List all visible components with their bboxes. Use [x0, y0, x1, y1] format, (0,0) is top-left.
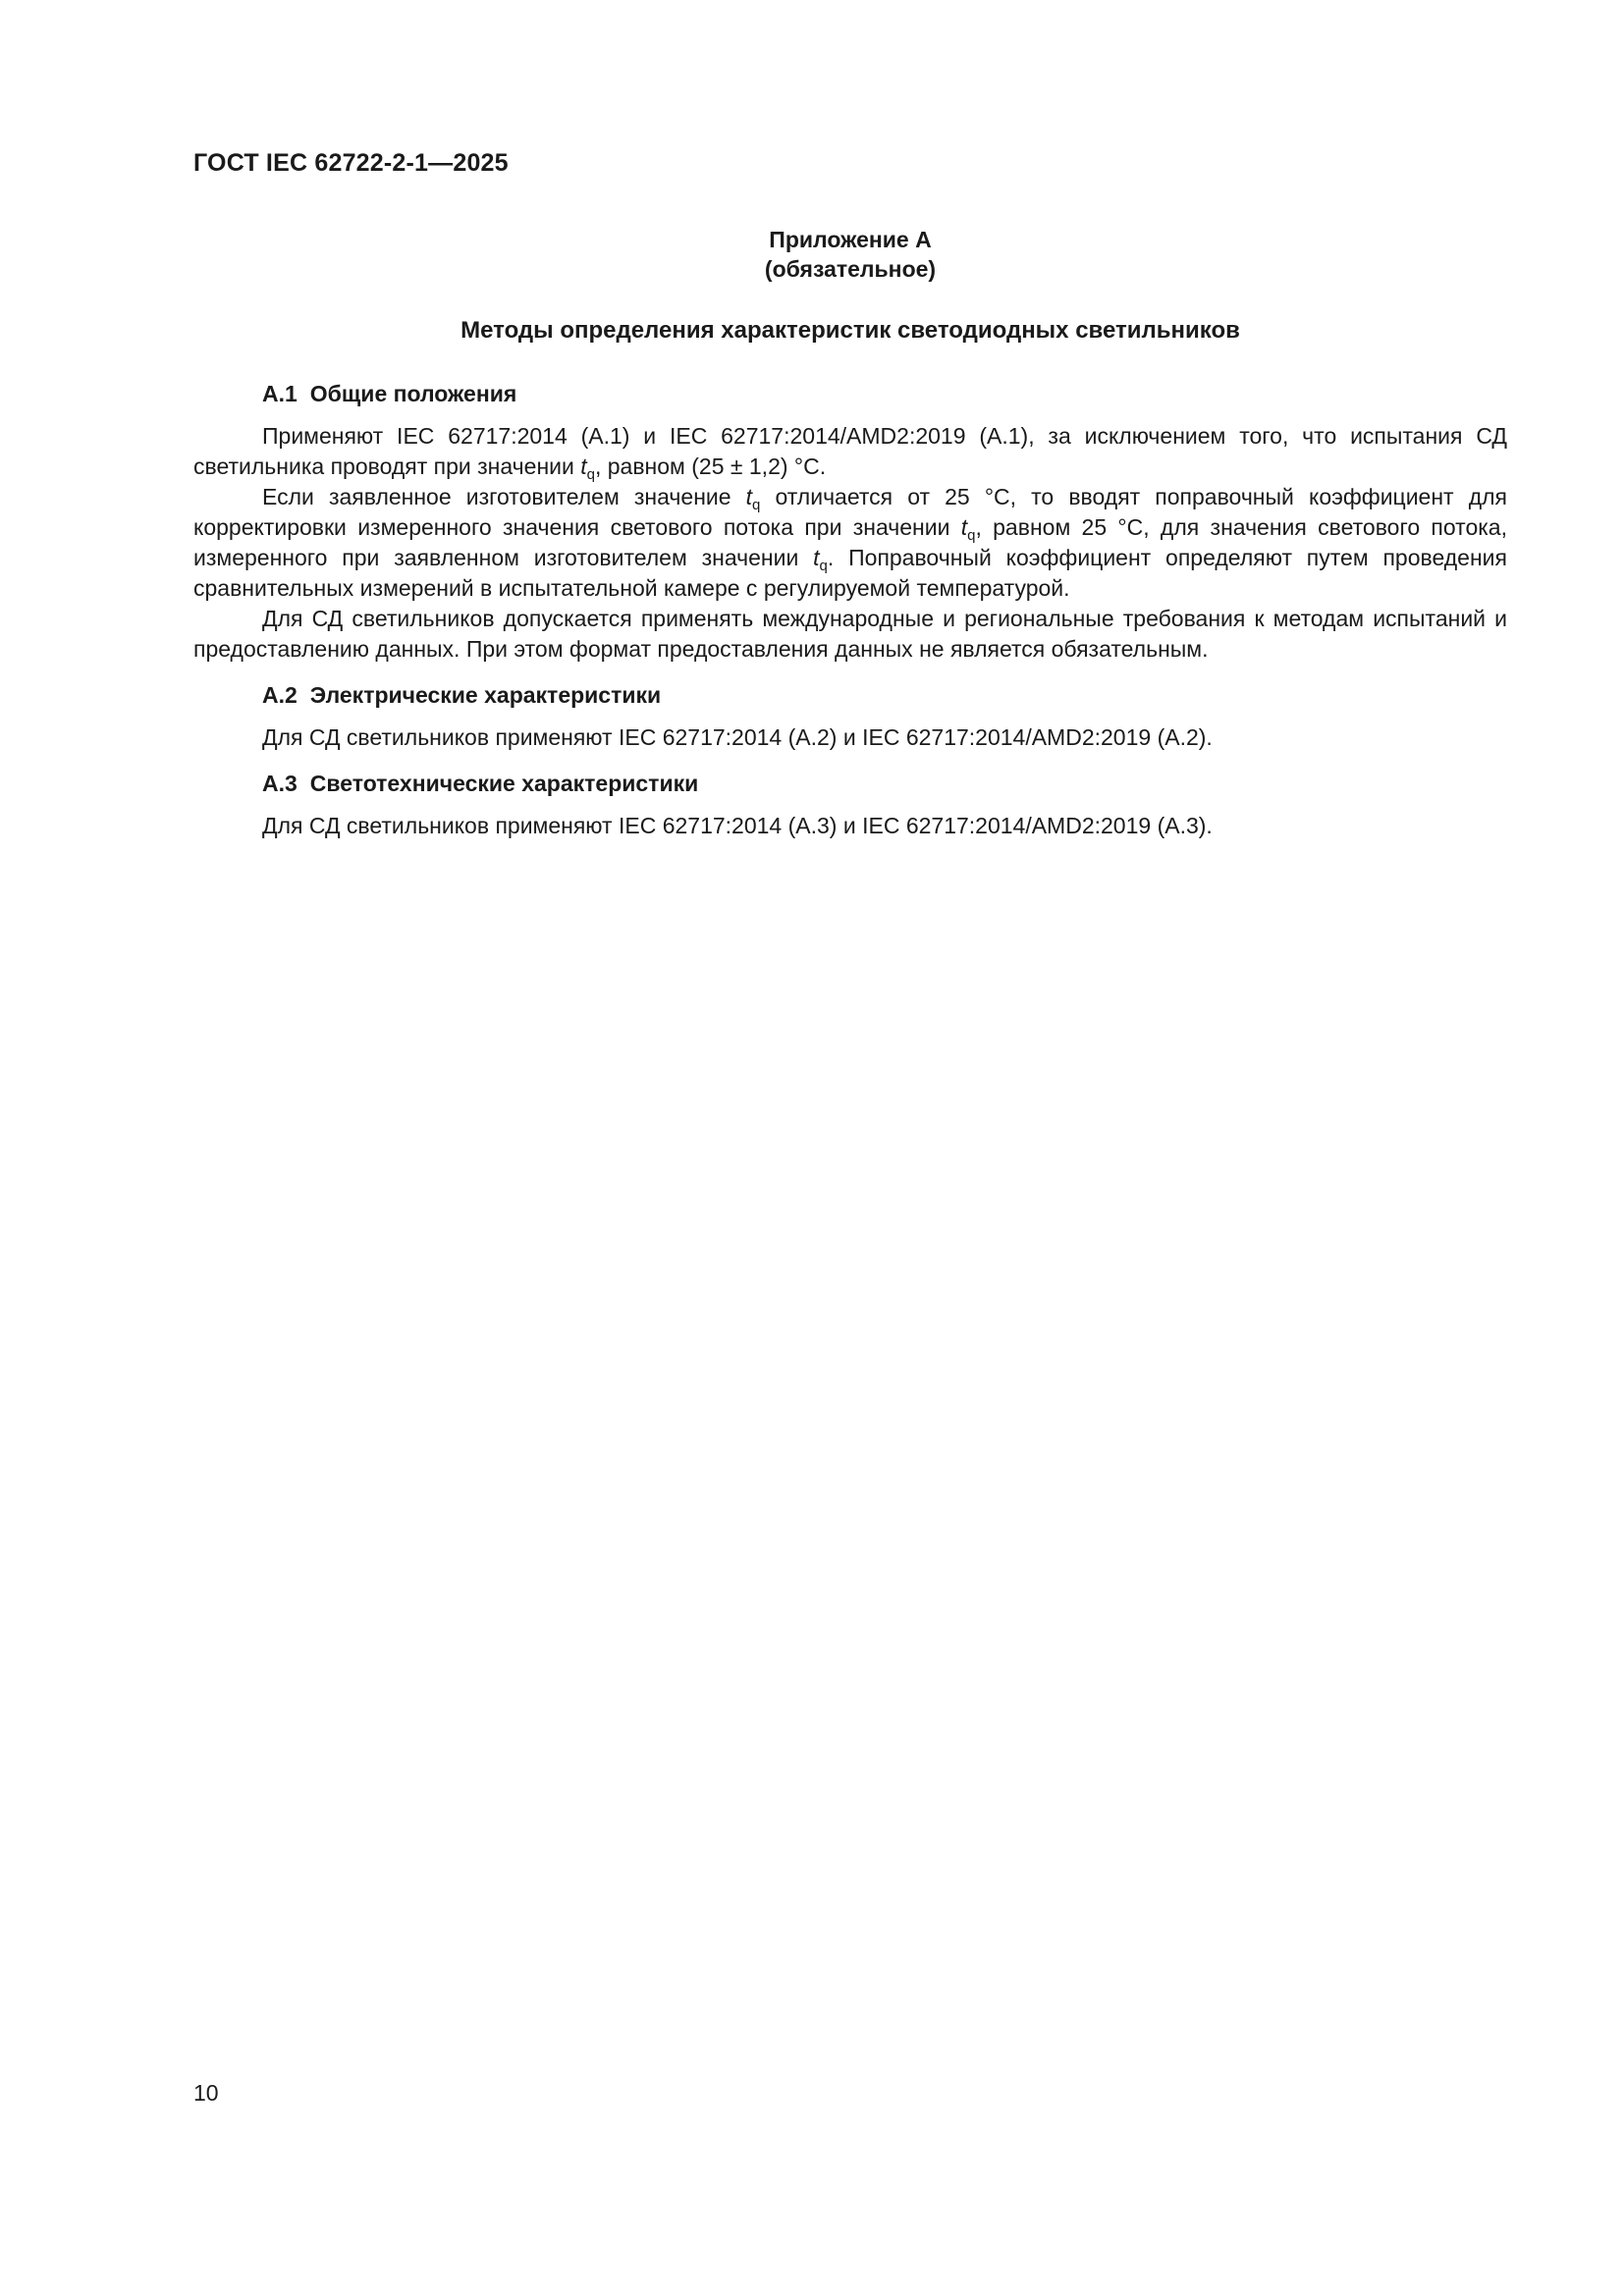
paragraph: Для СД светильников применяют IEC 62717:2014 (А.2) и IEC 62717:2014/AMD2:2019 (А.2). — [262, 724, 1213, 750]
section-number: А.1 — [262, 381, 298, 406]
annex-status: (обязательное) — [764, 256, 937, 282]
section-a3 — [193, 769, 1507, 841]
section-title: Электрические характеристики — [309, 682, 662, 708]
paragraph — [193, 482, 1507, 604]
page-number: 10 — [193, 2080, 219, 2106]
text-run: Если заявленное изготовителем значение — [262, 484, 746, 509]
section-number: А.2 — [262, 682, 298, 708]
symbol-variable: t — [580, 454, 587, 479]
annex-title: Методы определения характеристик светодиодных светильников — [460, 317, 1240, 344]
symbol-variable: t — [813, 545, 820, 570]
section-a1 — [193, 379, 1507, 665]
paragraph — [193, 421, 1507, 482]
annex-content — [193, 379, 1507, 841]
annex-label: Приложение А — [769, 227, 932, 252]
section-number: А.3 — [262, 771, 298, 796]
paragraph: Для СД светильников применяют IEC 62717:2014 (А.3) и IEC 62717:2014/AMD2:2019 (А.3). — [262, 813, 1213, 838]
section-heading-a3 — [193, 769, 1507, 799]
symbol-subscript: q — [819, 558, 828, 574]
symbol-subscript: q — [586, 466, 595, 483]
text-run: , равном 25 °С, для значения светового потока, измеренного при заявленном изготовителем значении — [193, 514, 1507, 570]
text-run: отличается от 25 °С, то вводят поправочный коэффициент для корректировки измеренного значения светового потока при значении — [193, 484, 1507, 540]
text-run: . Поправочный коэффициент определяют путем проведения сравнительных измерений в испытательной камере с регулируемой температурой. — [193, 545, 1507, 601]
symbol-subscript: q — [752, 497, 761, 513]
document-code: ГОСТ IEC 62722-2-1—2025 — [193, 149, 509, 177]
symbol-subscript: q — [967, 527, 976, 544]
section-a2 — [193, 680, 1507, 753]
text-run: , равном (25 ± 1,2) °С. — [594, 454, 827, 479]
symbol-variable: t — [960, 514, 968, 540]
section-title: Светотехнические характеристики — [309, 771, 699, 796]
section-heading-a2 — [193, 680, 1507, 711]
annex-heading — [193, 225, 1507, 284]
section-title: Общие положения — [309, 381, 517, 406]
section-heading-a1 — [193, 379, 1507, 409]
paragraph: Для СД светильников допускается применять международные и региональные требования к методам испытаний и предоставлению данных. При этом формат предоставления данных не является обязательным. — [193, 606, 1507, 662]
text-run: Применяют IEC 62717:2014 (А.1) и IEC 62717:2014/AMD2:2019 (А.1), за исключением того, что испытания СД светильника проводят при значении — [193, 423, 1507, 479]
symbol-variable: t — [745, 484, 753, 509]
